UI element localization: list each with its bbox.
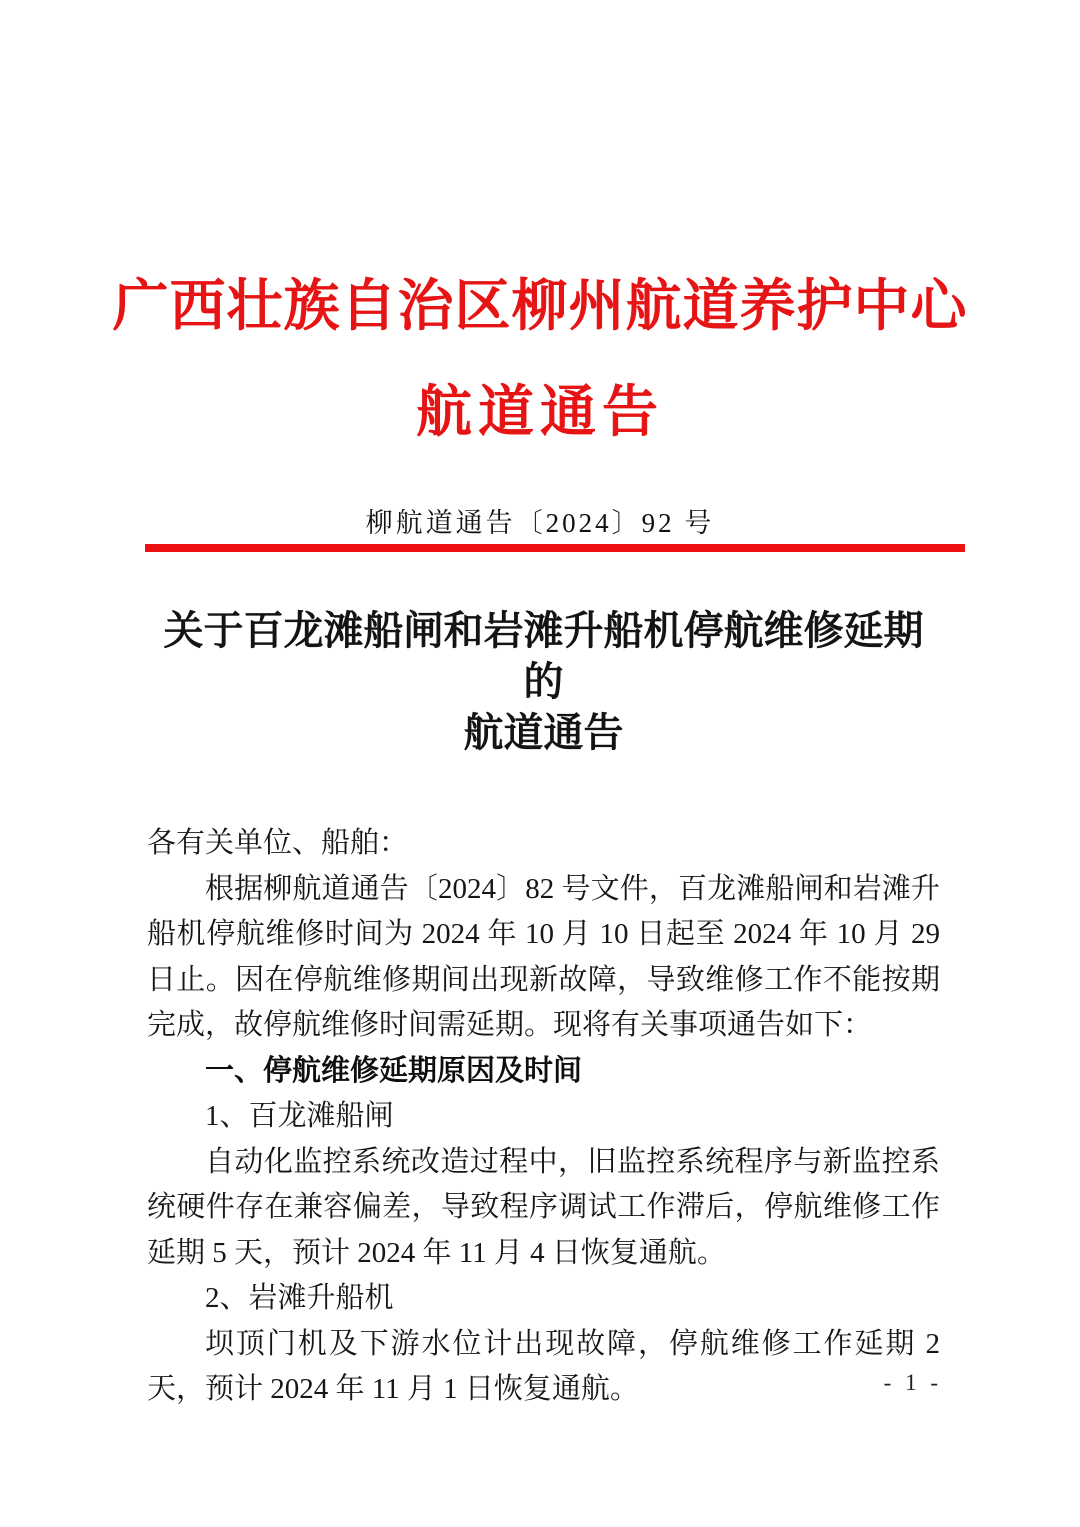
intro-paragraph: 根据柳航道通告〔2024〕82 号文件，百龙滩船闸和岩滩升船机停航维修时间为 2024 年 10 月 10 日起至 2024 年 10 月 29 日止。因在停航维修期间出现新故障，导致维修工作不能按期完成，故停航维修时间需延期。现将有关事项通告如下： — [147, 872, 940, 1041]
notice-title-line2: 航道通告 — [463, 711, 624, 755]
doc-type-title: 航道通告 — [416, 380, 664, 443]
notice-title — [0, 606, 1080, 759]
notice-body — [0, 821, 1080, 1413]
notice-title-line1: 关于百龙滩船闸和岩滩升船机停航维修延期的 — [163, 609, 924, 704]
item1-title: 1、百龙滩船闸 — [205, 1100, 394, 1132]
item2-paragraph: 坝顶门机及下游水位计出现故障，停航维修工作延期 2 天，预计 2024 年 11 月 1 日恢复通航。 — [147, 1327, 940, 1405]
item2-title: 2、岩滩升船机 — [205, 1282, 394, 1314]
doc-number: 柳航道通告〔2024〕92 号 — [365, 508, 715, 538]
salutation: 各有关单位、船舶： — [147, 827, 409, 859]
red-divider-rule — [145, 544, 965, 552]
page-number: - 1 - — [883, 1370, 942, 1395]
section1-heading: 一、停航维修延期原因及时间 — [205, 1054, 583, 1087]
org-title: 广西壮族自治区柳州航道养护中心 — [112, 274, 968, 337]
item1-paragraph: 自动化监控系统改造过程中，旧监控系统程序与新监控系统硬件存在兼容偏差，导致程序调试工作滞后，停航维修工作延期 5 天，预计 2024 年 11 月 4 日恢复通航。 — [147, 1145, 940, 1269]
